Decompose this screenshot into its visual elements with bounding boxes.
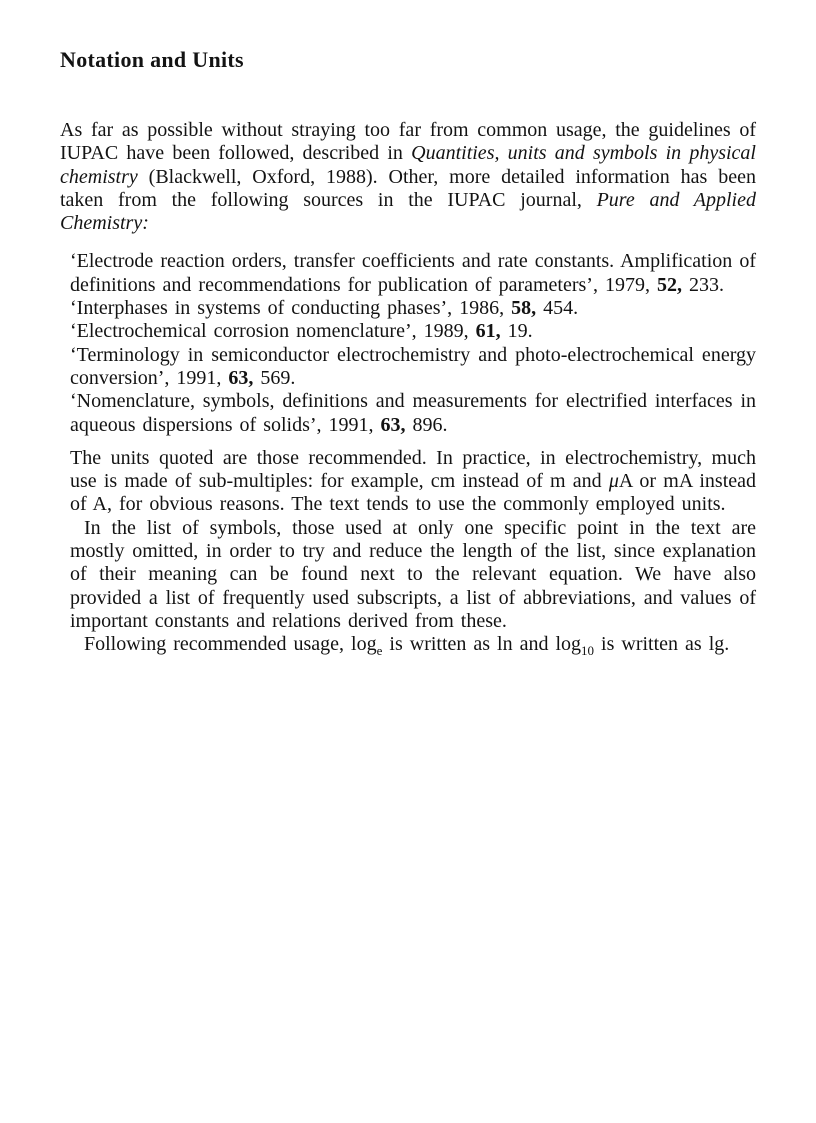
citation-item-2: ‘Interphases in systems of conducting phases’, 1986, 58, 454. xyxy=(70,297,579,320)
log-paragraph: Following recommended usage, $\log_e$ is written as ln and $\log_{10}$ is written as lg. xyxy=(84,633,730,659)
page-title: Notation and Units xyxy=(60,47,244,72)
notes-section xyxy=(70,447,756,657)
intro-paragraph: As far as possible without straying too far from common usage, the guidelines of IUPAC have been followed, described in Quantities, units and symbols in physical chemistry (Blackwell, Oxford, 1988). Other, more detailed information has been taken from the following sources in the IUPAC journal, Pure and Applied Chemistry: xyxy=(60,119,756,235)
citation-item-4: ‘Terminology in semiconductor electrochemistry and photo-electrochemical energy conversion’, 1991, 63, 569. xyxy=(70,343,756,389)
citation-list xyxy=(70,250,756,436)
symbols-paragraph: In the list of symbols, those used at only one specific point in the text are mostly omitted, in order to try and reduce the length of the list, since explanation of their meaning can be found next to the relevant equation. We have also provided a list of frequently used subscripts, a list of abbreviations, and values of important constants and relations derived from these. xyxy=(70,516,756,632)
citation-item-3: ‘Electrochemical corrosion nomenclature’, 1989, 61, 19. xyxy=(70,320,533,343)
citation-item-1: ‘Electrode reaction orders, transfer coefficients and rate constants. Amplification of definitions and recommendations for publication of parameters’, 1979, 52, 233. xyxy=(70,250,756,296)
units-paragraph: The units quoted are those recommended. In practice, in electrochemistry, much use is made of sub-multiples: for example, cm instead of m and μA or mA instead of A, for obvious reasons. The text tends to use the commonly employed units. xyxy=(70,446,757,516)
citation-item-5: ‘Nomenclature, symbols, definitions and measurements for electrified interfaces in aqueous dispersions of solids’, 1991, 63, 896. xyxy=(70,390,756,436)
